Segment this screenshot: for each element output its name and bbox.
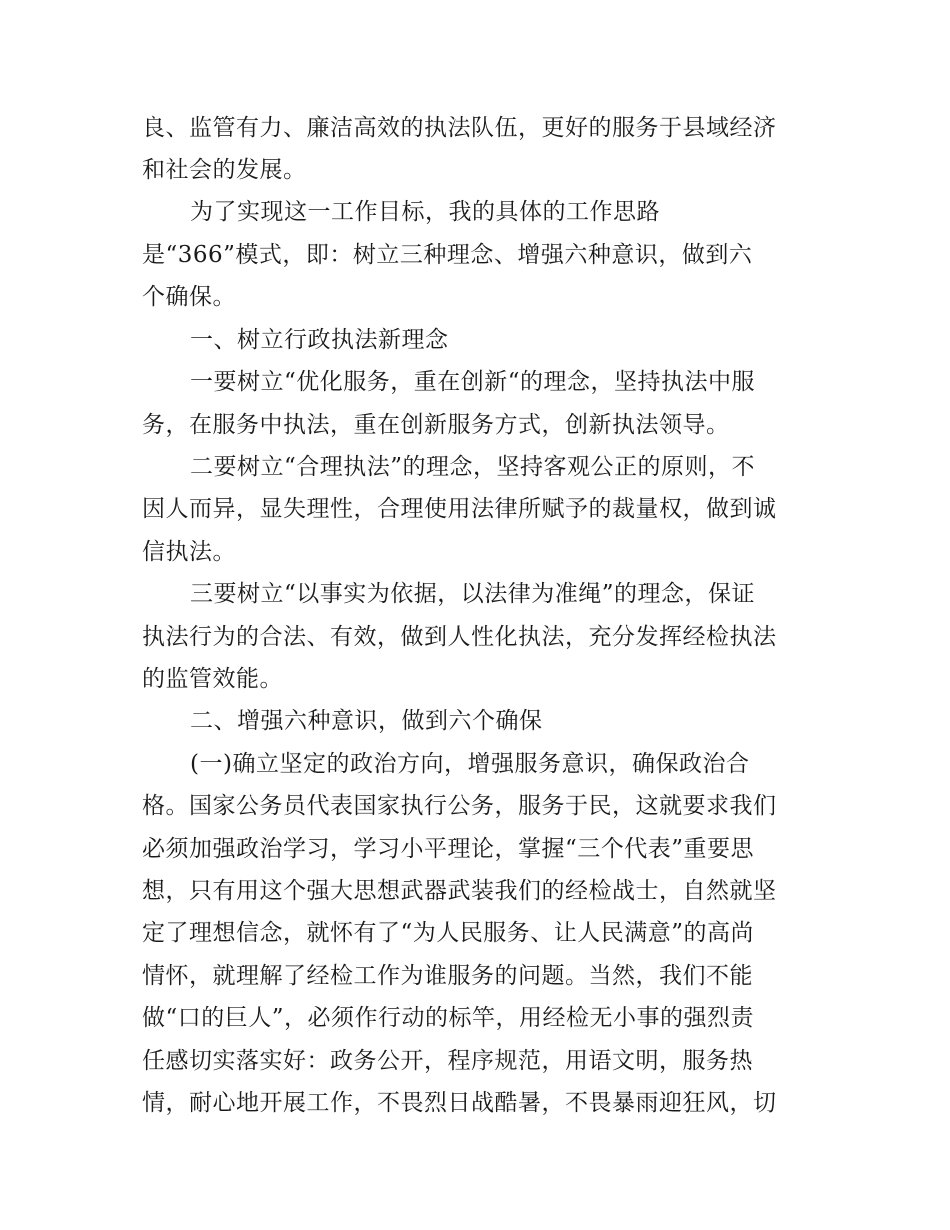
paragraph-line: 做“口的巨人”，必须作行动的标竿，用经检无小事的强烈责	[142, 1005, 755, 1031]
paragraph-line: 良、监管有力、廉洁高效的执法队伍，更好的服务于县域经济	[142, 115, 777, 141]
paragraph-line: 务，在服务中执法，重在创新服务方式，创新执法领导。	[142, 412, 730, 438]
paragraph-line: 情，耐心地开展工作，不畏烈日战酷暑，不畏暴雨迎狂风，切	[142, 1090, 777, 1116]
paragraph-line: 想，只有用这个强大思想武器武装我们的经检战士，自然就坚	[142, 878, 777, 904]
paragraph-line: 因人而异，显失理性，合理使用法律所赋予的裁量权，做到诚	[142, 496, 777, 522]
paragraph-line: 一要树立“优化服务，重在创新“的理念，坚持执法中服	[190, 369, 756, 395]
paragraph-line: 的监管效能。	[142, 666, 283, 692]
paragraph-line: 为了实现这一工作目标，我的具体的工作思路	[190, 199, 660, 225]
paragraph-line: 是“366”模式，即：树立三种理念、增强六种意识，做到六	[142, 242, 753, 268]
paragraph-line: 任感切实落实好：政务公开，程序规范，用语文明，服务热	[142, 1048, 753, 1074]
paragraph-line: 必须加强政治学习，学习小平理论，掌握“三个代表”重要思	[142, 836, 755, 862]
paragraph-line: 和社会的发展。	[142, 157, 307, 183]
paragraph-line: 执法行为的合法、有效，做到人性化执法，充分发挥经检执法	[142, 624, 777, 650]
section-heading: 一、树立行政执法新理念	[190, 327, 449, 353]
section-heading: 二、增强六种意识，做到六个确保	[190, 708, 543, 734]
paragraph-line: 格。国家公务员代表国家执行公务，服务于民，这就要求我们	[142, 793, 777, 819]
paragraph-line: 二要树立“合理执法”的理念，坚持客观公正的原则，不	[190, 454, 756, 480]
paragraph-line: 信执法。	[142, 539, 236, 565]
paragraph-line: (一)确立坚定的政治方向，增强服务意识，确保政治合	[190, 751, 750, 777]
paragraph-line: 定了理想信念，就怀有了“为人民服务、让人民满意”的高尚	[142, 920, 755, 946]
paragraph-line: 情怀，就理解了经检工作为谁服务的问题。当然，我们不能	[142, 963, 753, 989]
paragraph-line: 个确保。	[142, 284, 236, 310]
paragraph-line: 三要树立“以事实为依据，以法律为准绳”的理念，保证	[190, 581, 756, 607]
